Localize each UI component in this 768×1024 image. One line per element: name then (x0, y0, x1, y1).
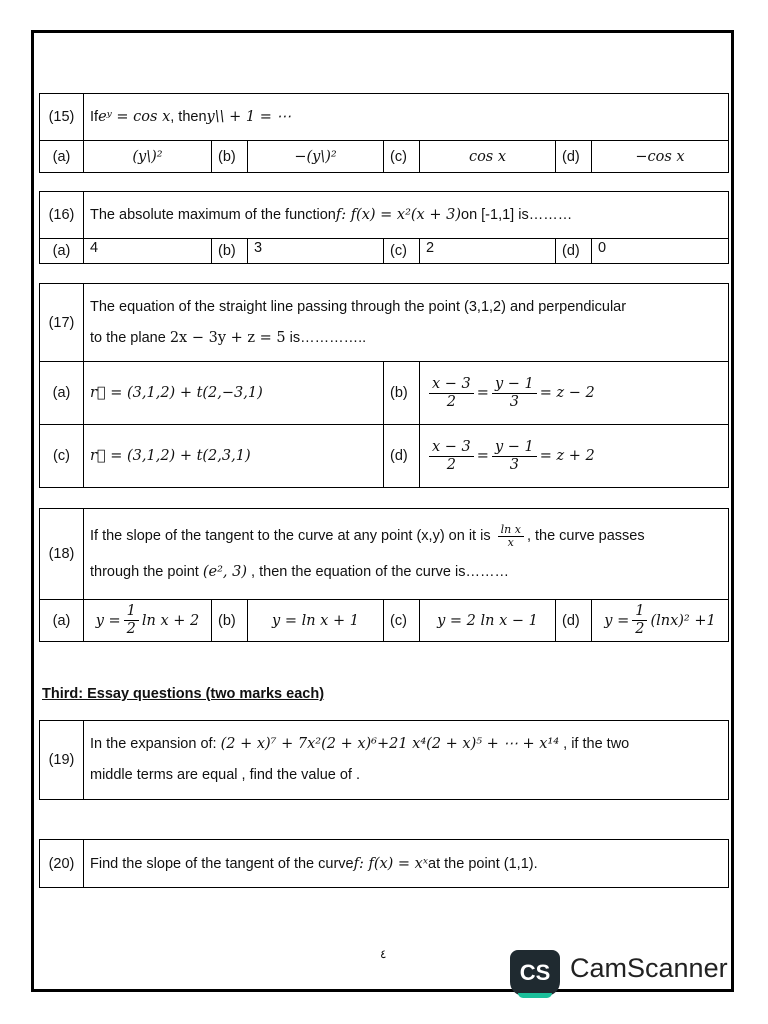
question-text: The absolute maximum of the function f: f(x) = x²(x + 3) on [-1,1] is……… (90, 207, 573, 223)
option-label: (a) (40, 239, 84, 263)
camscanner-logo-icon: CS (510, 950, 560, 996)
option-b: $\frac{x - 3}{2}$ = $\frac{y - 1}{3}$ = z − 2 (420, 362, 728, 424)
question-15 (39, 93, 729, 173)
section-heading: Third: Essay questions (two marks each) (42, 686, 325, 702)
option-d: $\frac{x - 3}{2}$ = $\frac{y - 1}{3}$ = z + 2 (420, 425, 728, 487)
option-b: y = ln x + 1 (248, 600, 384, 641)
option-a: 4 (84, 239, 212, 263)
option-label: (d) (384, 425, 420, 487)
question-16 (39, 191, 729, 264)
option-c: cos x (420, 141, 556, 172)
option-d: y = $\frac{1}{2}$ (lnx)² +1 (604, 603, 716, 637)
question-number: (16) (40, 192, 84, 238)
option-b: −(y\)² (248, 141, 384, 172)
option-label: (a) (40, 362, 84, 424)
option-label: (b) (384, 362, 420, 424)
option-label: (a) (40, 600, 84, 641)
option-label: (b) (212, 141, 248, 172)
option-label: (d) (556, 239, 592, 263)
question-text: If the slope of the tangent to the curve at any point (x,y) on it is $\frac{\text{ln x}}{x}$ , the curve passes through the point (e², 3) , then the equation of the curve is……… (90, 522, 645, 580)
question-text: The equation of the straight line passing through the point (3,1,2) and perpendicular to the plane 2x − 3y + z = 5 is………….. (90, 298, 627, 346)
option-a: (y\)² (84, 141, 212, 172)
question-number: (17) (40, 284, 84, 361)
option-c: y = 2 ln x − 1 (420, 600, 556, 641)
option-label: (b) (212, 600, 248, 641)
question-19 (39, 720, 729, 800)
option-label: (d) (556, 600, 592, 641)
option-a: y = $\frac{1}{2}$ ln x + 2 (84, 600, 212, 641)
page-number: ٤ (380, 947, 387, 961)
camscanner-brand: CamScanner (570, 953, 728, 983)
option-d: −cos x (635, 148, 685, 165)
question-number: (18) (40, 509, 84, 599)
option-label: (c) (384, 600, 420, 641)
question-20 (39, 839, 729, 888)
option-a: r⃗ = (3,1,2) + t(2,−3,1) (84, 362, 384, 424)
option-label: (c) (384, 141, 420, 172)
question-17 (39, 283, 729, 488)
question-number: (20) (40, 840, 84, 887)
question-18 (39, 508, 729, 642)
option-b: 3 (248, 239, 384, 263)
option-label: (a) (40, 141, 84, 172)
option-c: 2 (420, 239, 556, 263)
option-label: (c) (384, 239, 420, 263)
question-text: If eʸ = cos x , then y\\ + 1 = ⋯ (90, 109, 291, 125)
question-number: (19) (40, 721, 84, 799)
option-d: 0 (598, 240, 607, 256)
question-text: In the expansion of: (2 + x)⁷ + 7x²(2 + x)⁶+21 x⁴(2 + x)⁵ + ⋯ + x¹⁴ , if the two middle terms are equal , find the value of . (90, 736, 630, 783)
option-label: (d) (556, 141, 592, 172)
option-c: r⃗ = (3,1,2) + t(2,3,1) (84, 425, 384, 487)
question-number: (15) (40, 94, 84, 140)
option-label: (b) (212, 239, 248, 263)
question-text: Find the slope of the tangent of the curve f: f(x) = xˣ at the point (1,1). (90, 855, 538, 872)
option-label: (c) (40, 425, 84, 487)
